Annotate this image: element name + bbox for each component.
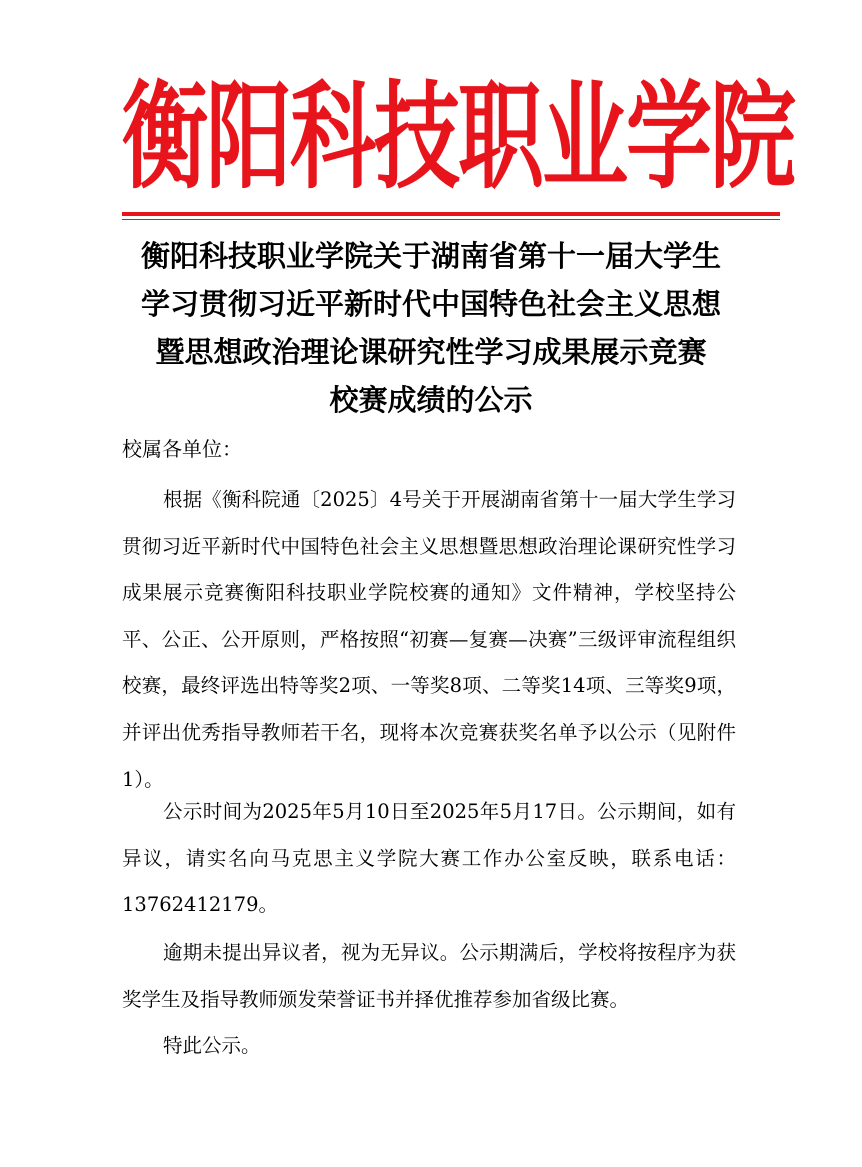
masthead-divider-thick — [122, 212, 780, 216]
masthead-college-name: 衡阳科技职业学院 — [122, 70, 794, 206]
notice-title — [122, 232, 740, 424]
notice-title-line-1: 衡阳科技职业学院关于湖南省第十一届大学生 — [140, 239, 721, 273]
paragraph-no-objection: 逾期未提出异议者，视为无异议。公示期满后，学校将按程序为获奖学生及指导教师颁发荣誉证书并择优推荐参加省级比赛。 — [122, 941, 736, 1011]
paragraph-publicity-period: 公示时间为2025年5月10日至2025年5月17日。公示期间，如有异议，请实名向马克思主义学院大赛工作办公室反映，联系电话：13762412179。 — [122, 800, 736, 917]
paragraph-award-summary: 根据《衡科院通〔2025〕4号关于开展湖南省第十一届大学生学习贯彻习近平新时代中国特色社会主义思想暨思想政治理论课研究性学习成果展示竞赛衡阳科技职业学院校赛的通知》文件精神，学校坚持公平、公正、公开原则，严格按照“初赛—复赛—决赛”三级评审流程组织校赛，最终评选出特等奖2项、一等奖8项、二等奖14项、三等奖9项，并评出优秀指导教师若干名，现将本次竞赛获奖名单予以公示（见附件1）。 — [122, 488, 736, 791]
masthead-divider-thin — [122, 219, 780, 220]
notice-title-line-3: 暨思想政治理论课研究性学习成果展示竞赛 — [155, 335, 707, 369]
salutation: 校属各单位： — [122, 437, 242, 461]
notice-title-line-4: 校赛成绩的公示 — [329, 383, 533, 417]
paragraph-closing: 特此公示。 — [163, 1034, 261, 1057]
notice-title-line-2: 学习贯彻习近平新时代中国特色社会主义思想 — [140, 287, 721, 321]
